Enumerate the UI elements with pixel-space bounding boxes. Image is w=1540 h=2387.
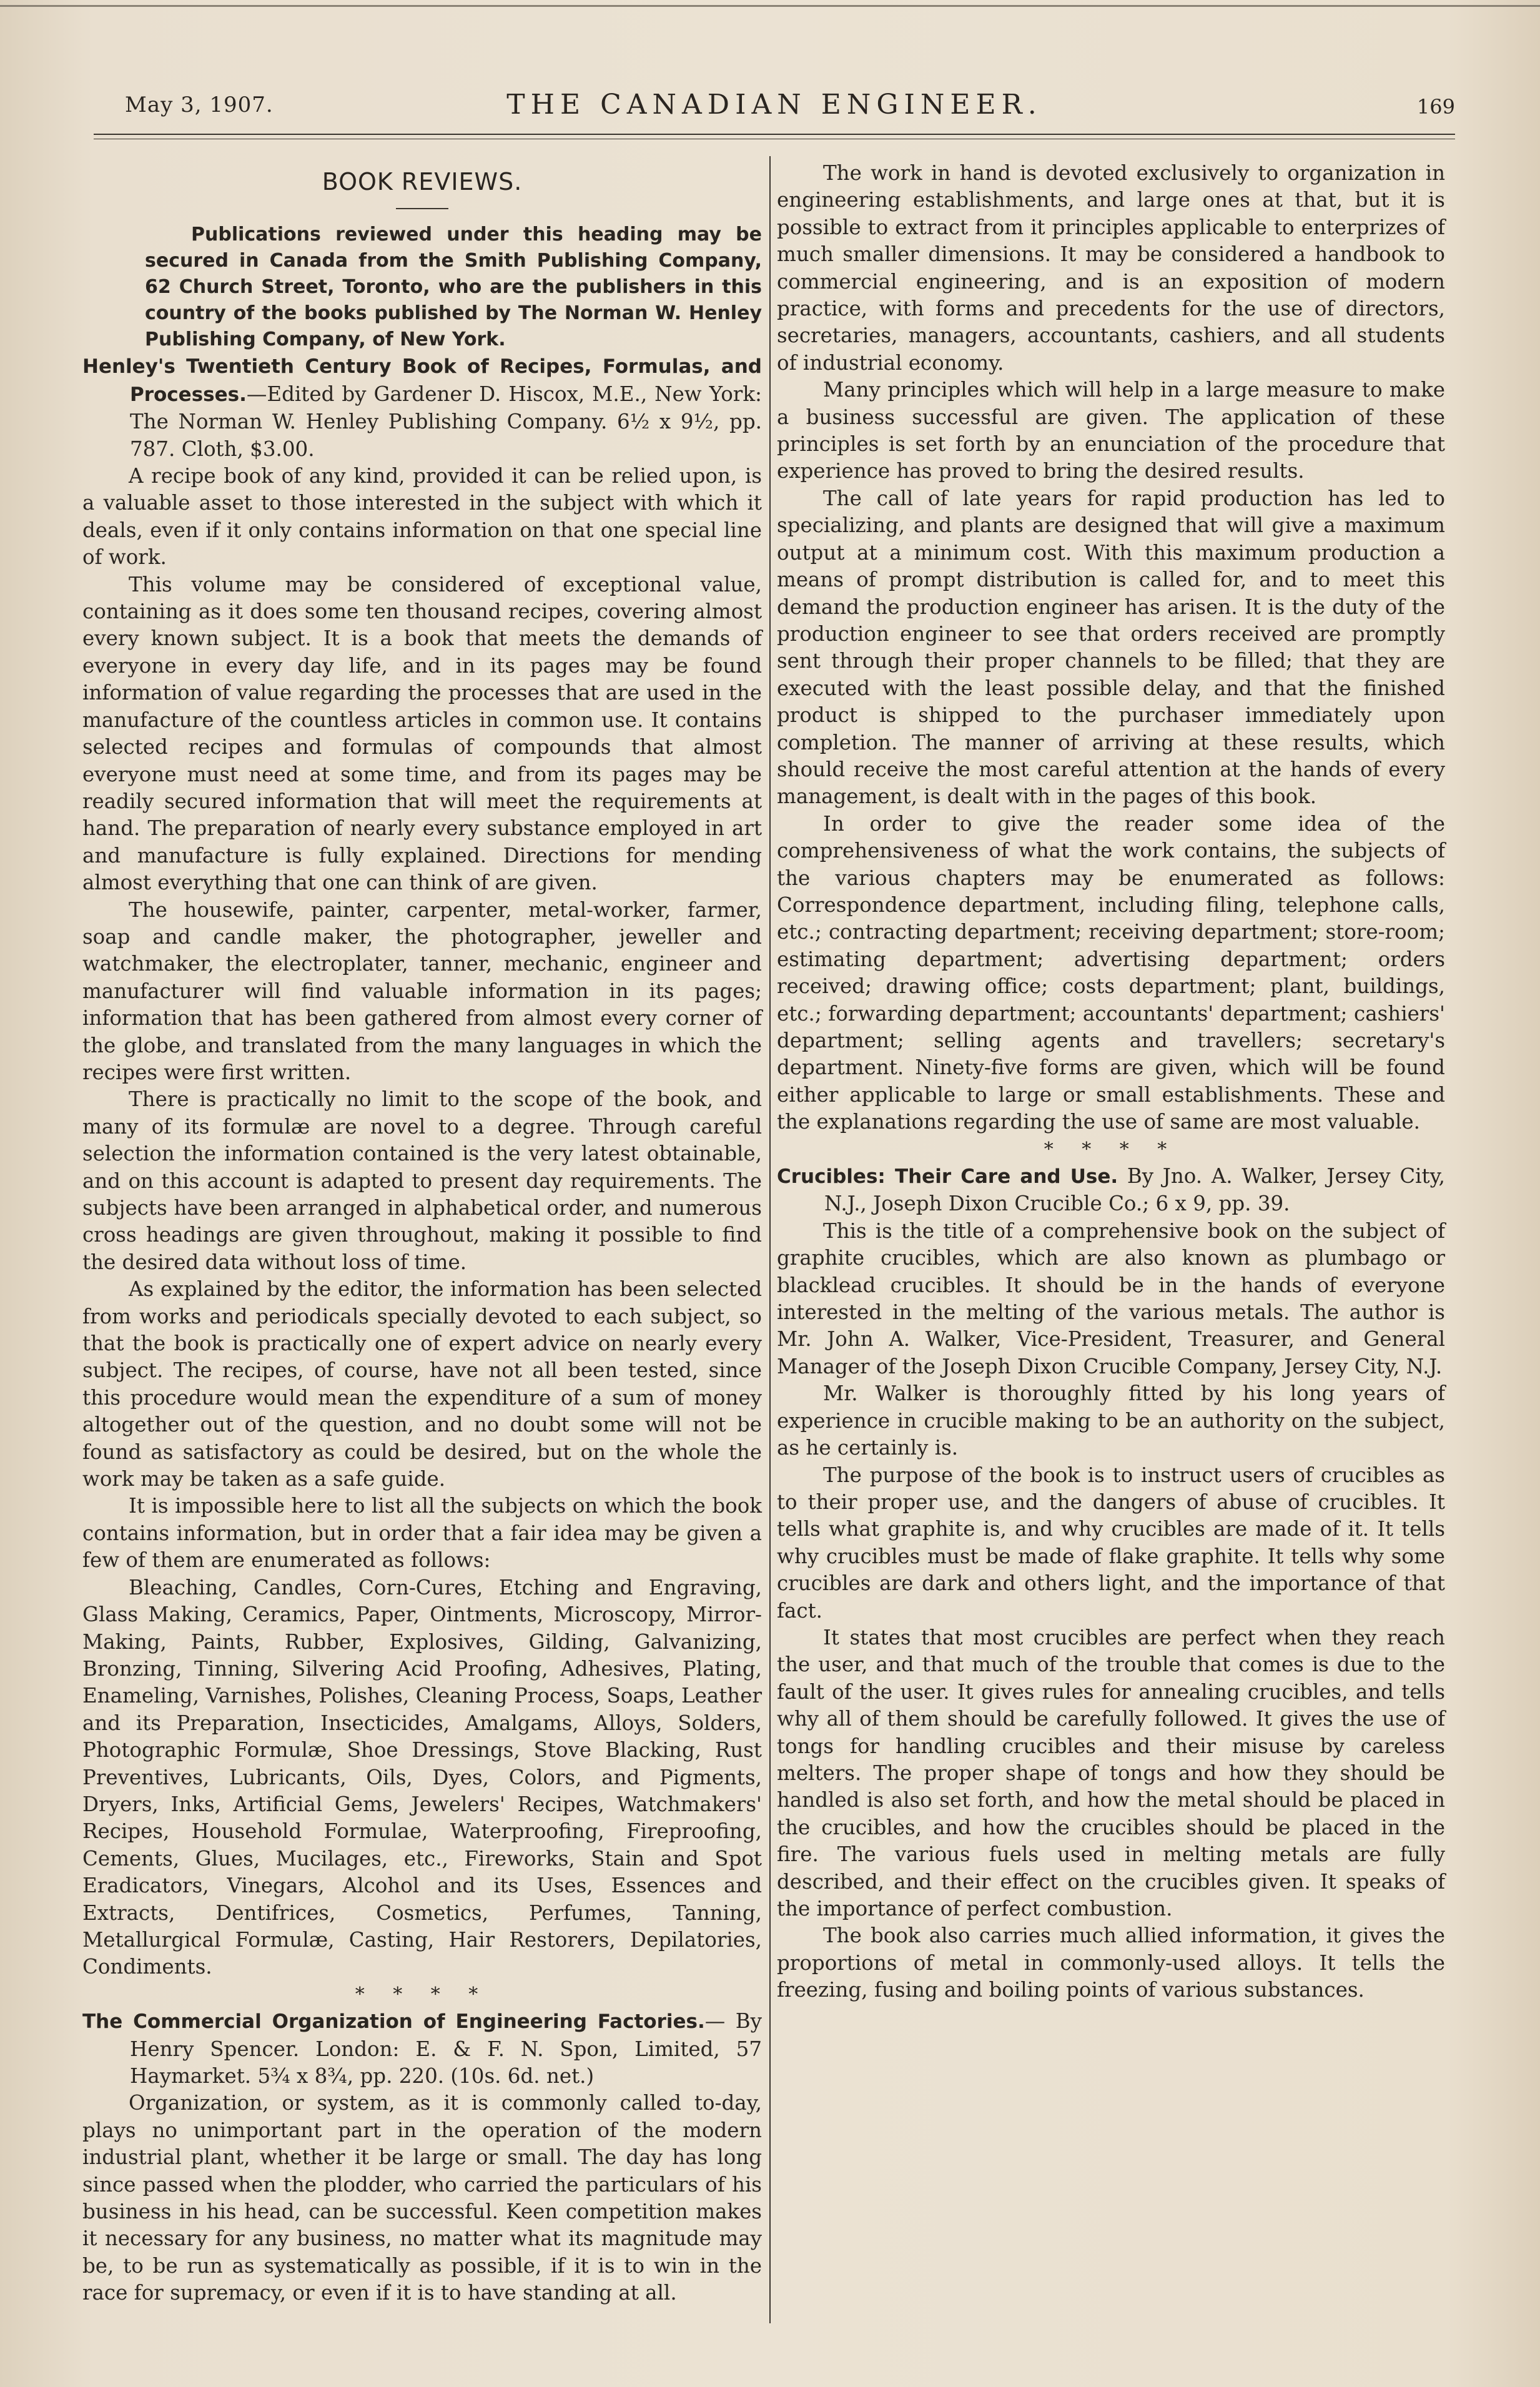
issue-date: May 3, 1907. <box>125 92 274 117</box>
review-3-details: By Jno. A. Walker, Jersey City, N.J., Joseph Dixon Crucible Co.; 6 x 9, pp. 39. <box>824 1164 1445 1216</box>
title-rule <box>396 208 448 209</box>
journal-title: THE CANADIAN ENGINEER. <box>506 89 1042 121</box>
review-3-paragraph: The book also carries much allied information, it gives the proportions of metal in commonly-used alloys. It tells the freezing, fusing and boiling points of various substances. <box>777 1924 1445 2002</box>
review-3-paragraph: Mr. Walker is thoroughly fitted by his long years of experience in crucible making to be an authority on the subject, as he certainly is. <box>777 1381 1445 1460</box>
review-1-paragraph: There is practically no limit to the scope of the book, and many of its formulæ are novel to a degree. Through careful selection the information contained is the very latest obtainable, and on this account is adapted to present day requirements. The subjects have been arranged in alphabetical order, and numerous cross headings are given throughout, making it possible to find the desired data without loss of time. <box>82 1087 762 1274</box>
review-2-heading <box>82 2008 762 2090</box>
review-1-paragraph: As explained by the editor, the information has been selected from works and periodicals specially devoted to each subject, so that the book is practically one of expert advice on nearly every subject. The recipes, of course, have not all been tested, since this procedure would mean the expenditure of a sum of money altogether out of the question, and no doubt some will not be found as satisfactory as could be desired, but on the whole the work may be taken as a safe guide. <box>82 1277 762 1491</box>
publisher-notice: Publications reviewed under this heading may be secured in Canada from the Smith Publishing Company, 62 Church Street, Toronto, who are the publishers in this country of the books published by The Norman W. Henley Publishing Company, of New York. <box>145 224 762 351</box>
page-number: 169 <box>1416 95 1455 119</box>
review-3-heading <box>777 1163 1445 1218</box>
top-border <box>0 5 1540 7</box>
review-1-paragraph: The housewife, painter, carpenter, metal-worker, farmer, soap and candle maker, the photographer, jeweller and watchmaker, the electroplater, tanner, mechanic, engineer and manufacturer will find valuable information in its pages; information that has been gathered from almost every corner of the globe, and translated from the many languages in which the recipes were first written. <box>82 897 762 1084</box>
column-divider <box>769 156 771 2323</box>
review-2-paragraph: Many principles which will help in a large measure to make a business successful are given. The application of these principles is set forth by an enunciation of the procedure that experience has proved to bring the desired results. <box>777 378 1445 483</box>
review-2-paragraph: The work in hand is devoted exclusively to organization in engineering establishments, and large ones at that, but it is possible to extract from it principles applicable to enterprizes of much smaller dimensions. It may be considered a handbook to commercial engineering, and is an exposition of modern practice, with forms and precedents for the use of directors, secretaries, managers, accountants, cashiers, and all students of industrial economy. <box>777 161 1445 375</box>
review-1-subject-list: Bleaching, Candles, Corn-Cures, Etching and Engraving, Glass Making, Ceramics, Paper, Ointments, Microscopy, Mirror-Making, Paints, Rubber, Explosives, Gilding, Galvanizing, Bronzing, Tinning, Silvering Acid Proofing, Adhesives, Plating, Enameling, Varnishes, Polishes, Cleaning Process, Soaps, Leather and its Preparation, Insecticides, Amalgams, Alloys, Solders, Photographic Formulæ, Shoe Dressings, Stove Blacking, Rust Preventives, Lubricants, Oils, Dyes, Colors, and Pigments, Dryers, Inks, Artificial Gems, Jewelers' Recipes, Watchmakers' Recipes, Household Formulae, Waterproofing, Fireproofing, Cements, Glues, Mucilages, etc., Fireworks, Stain and Spot Eradicators, Vinegars, Alcohol and its Uses, Essences and Extracts, Dentifrices, Cosmetics, Perfumes, Tanning, Metallurgical Formulæ, Casting, Hair Restorers, Depilatories, Condiments. <box>82 1575 762 1979</box>
page-header <box>94 89 1455 130</box>
review-1-title: Henley's Twentieth Century Book of Recipes, Formulas, and Processes. <box>82 355 762 406</box>
review-1-paragraph: This volume may be considered of exceptional value, containing as it does some ten thousand recipes, covering almost every known subject. It is a book that meets the demands of everyone in every day life, and in its pages may be found information of value regarding the processes that are used in the manufacture of the countless articles in common use. It contains selected recipes and formulas of compounds that almost everyone must need at some time, and from its pages may be readily secured information that will meet the requirements at hand. The preparation of nearly every substance employed in art and manufacture is fully explained. Directions for mending almost everything that one can think of are given. <box>82 572 762 895</box>
separator-stars: * * * * <box>1044 1138 1178 1160</box>
review-3-paragraph: The purpose of the book is to instruct users of crucibles as to their proper use, and the dangers of abuse of crucibles. It tells what graphite is, and why crucibles are made of it. It tells why crucibles must be made of flake graphite. It tells why some crucibles are dark and others light, and the importance of that fact. <box>777 1463 1445 1623</box>
left-column <box>82 160 762 2307</box>
separator-stars: * * * * <box>355 1983 490 2005</box>
section-title: BOOK REVIEWS. <box>322 168 523 195</box>
review-2-details: — By Henry Spencer. London: E. & F. N. Spon, Limited, 57 Haymarket. 5¾ x 8¾, pp. 220. (10s. 6d. net.) <box>130 2009 762 2088</box>
review-2-title: The Commercial Organization of Engineering Factories. <box>82 2010 705 2034</box>
review-2-paragraph: The call of late years for rapid production has led to specializing, and plants are designed that will give a maximum output at a minimum cost. With this maximum production a means of prompt distribution is called for, and to meet this demand the production engineer has arisen. It is the duty of the production engineer to see that orders received are promptly sent through their proper channels to be filled; that they are executed with the least possible delay, and that the finished product is shipped to the purchaser immediately upon completion. The manner of arriving at these results, which should receive the most careful attention at the hands of every management, is dealt with in the pages of this book. <box>777 486 1445 809</box>
review-1-paragraph: A recipe book of any kind, provided it can be relied upon, is a valuable asset to those interested in the subject with which it deals, even if it only contains information on that one special line of work. <box>82 464 762 570</box>
review-2-paragraph: Organization, or system, as it is commonly called to-day, plays no unimportant part in the operation of the modern industrial plant, whether it be large or small. The day has long since passed when the plodder, who carried the particulars of his business in his head, can be successful. Keen competition makes it necessary for any business, no matter what its magnitude may be, to be run as systematically as possible, if it is to win in the race for supremacy, or even if it is to have standing at all. <box>82 2091 762 2305</box>
review-1-heading <box>82 353 762 463</box>
review-3-paragraph: This is the title of a comprehensive book on the subject of graphite crucibles, which are also known as plumbago or blacklead crucibles. It should be in the hands of everyone interested in the melting of the various metals. The author is Mr. John A. Walker, Vice-President, Treasurer, and General Manager of the Joseph Dixon Crucible Company, Jersey City, N.J. <box>777 1218 1445 1378</box>
right-column <box>777 160 1445 2004</box>
review-3-paragraph: It states that most crucibles are perfect when they reach the user, and that much of the trouble that comes is due to the fault of the user. It gives rules for annealing crucibles, and tells why all of them should be carefully followed. It gives the use of tongs for handling crucibles and their misuse by careless melters. The proper shape of tongs and how they should be handled is also set forth, and how the metal should be placed in the crucibles, and how the crucibles should be placed in the fire. The various fuels used in melting metals are fully described, and their effect on the crucibles given. It speaks of the importance of perfect combustion. <box>777 1625 1445 1920</box>
review-1-details: —Edited by Gardener D. Hiscox, M.E., New York: The Norman W. Henley Publishing Company. 6½ x 9½, pp. 787. Cloth, $3.00. <box>130 382 762 461</box>
review-2-paragraph: In order to give the reader some idea of the comprehensiveness of what the work contains, the subjects of the various chapters may be enumerated as follows: Correspondence department, including filing, telephone calls, etc.; contracting department; receiving department; store-room; estimating department; advertising department; orders received; drawing office; costs department; plant, buildings, etc.; forwarding department; accountants' department; cashiers' department; selling agents and travellers; secretary's department. Ninety-five forms are given, which will be found either applicable to large or small establishments. These and the explanations regarding the use of same are most valuable. <box>777 811 1445 1134</box>
header-rule-top <box>94 134 1455 135</box>
review-3-title: Crucibles: Their Care and Use. <box>777 1165 1118 1189</box>
review-1-paragraph: It is impossible here to list all the subjects on which the book contains information, but in order that a fair idea may be given a few of them are enumerated as follows: <box>82 1494 762 1573</box>
